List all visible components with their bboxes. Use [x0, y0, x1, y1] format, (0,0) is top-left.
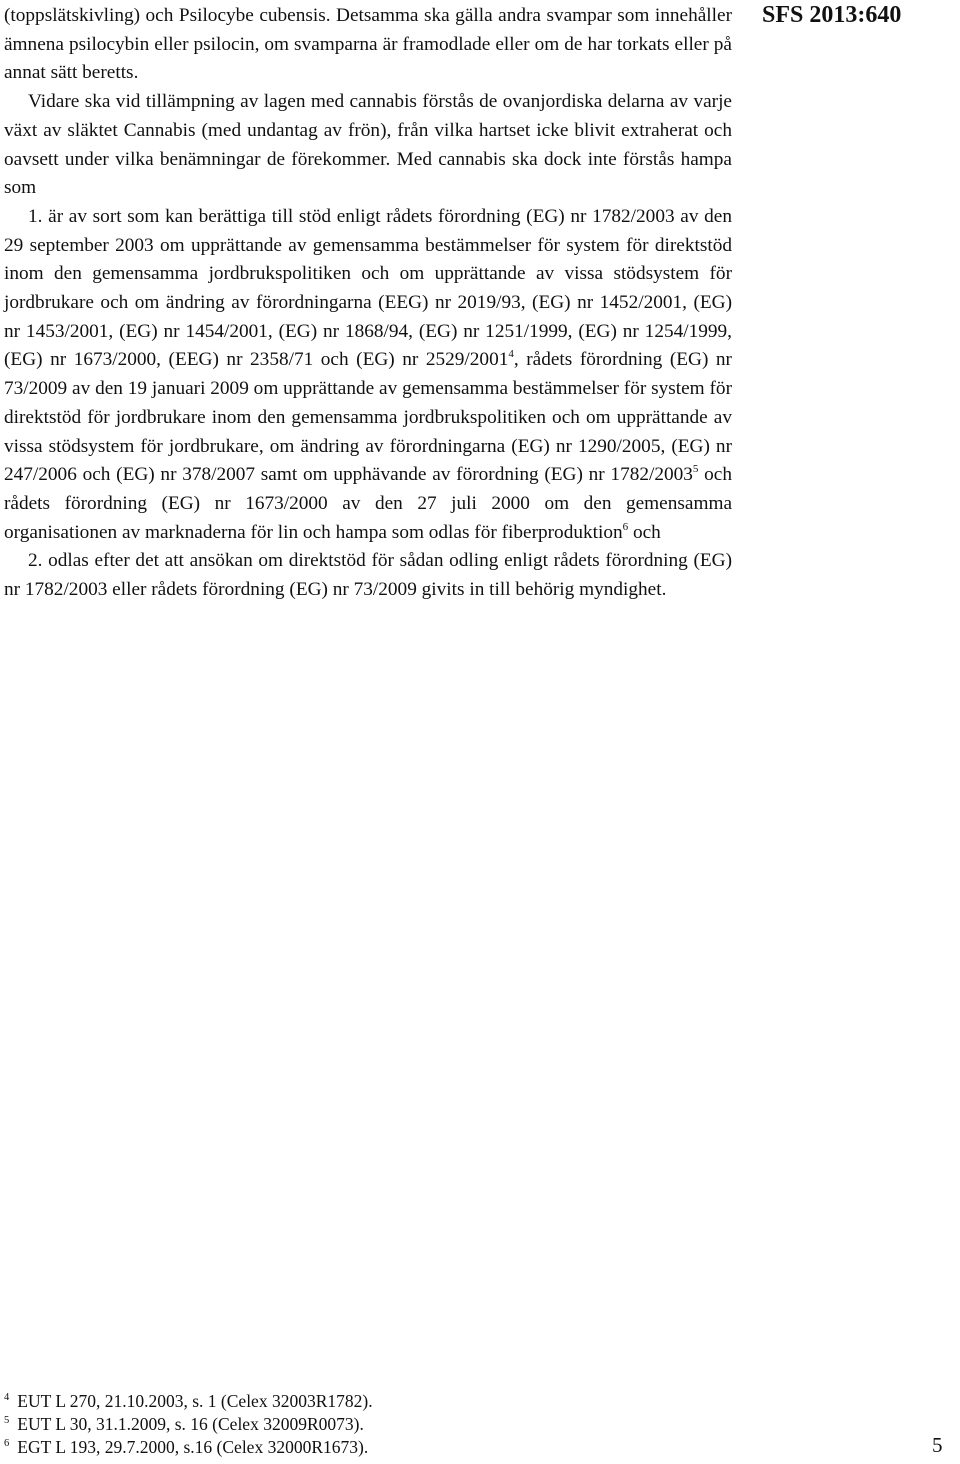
- footnote-text: EGT L 193, 29.7.2000, s.16 (Celex 32000R1673).: [17, 1437, 369, 1457]
- footnote-text: EUT L 30, 31.1.2009, s. 16 (Celex 32009R0073).: [17, 1414, 364, 1434]
- list-item-1-text-a: 1. är av sort som kan berättiga till stöd enligt rådets förordning (EG) nr 1782/2003 av den 29 september 2003 om upprättande av gemensamma bestämmelser för system för direktstöd inom den gemensamma jordbrukspolitiken och om upprättande av vissa stödsystem för jordbrukare och om ändring av förordningarna (EEG) nr 2019/93, (EG) nr 1452/2001, (EG) nr 1453/2001, (EG) nr 1454/2001, (EG) nr 1868/94, (EG) nr 1251/1999, (EG) nr 1254/1999, (EG) nr 1673/2000, (EEG) nr 2358/71 och (EG) nr 2529/2001: [4, 205, 732, 371]
- list-item-1: [4, 203, 732, 547]
- page-number: 5: [932, 1433, 943, 1457]
- sfs-number: SFS 2013:640: [762, 2, 902, 28]
- list-item-1-text-c: och rådets förordning (EG) nr 1673/2000 av den 27 juli 2000 om den gemensamma organisationen av marknaderna för lin och hampa som odlas för fiberproduktion: [4, 464, 732, 543]
- footnote-number: 5: [4, 1415, 10, 1426]
- footnote-5: [4, 1413, 704, 1436]
- footnote-ref-5: 5: [692, 463, 699, 476]
- footnote-ref-6: 6: [622, 520, 629, 533]
- footnote-number: 4: [4, 1392, 10, 1403]
- list-item-2: 2. odlas efter det att ansökan om direktstöd för sådan odling enligt rådets förordning (EG) nr 1782/2003 eller rådets förordning (EG) nr 73/2009 givits in till behörig myndighet.: [4, 550, 732, 601]
- list-item-1-text-b: , rådets förordning (EG) nr 73/2009 av den 19 januari 2009 om upprättande av gemensamma bestämmelser för system för direktstöd för jordbrukare inom den gemensamma jordbrukspolitiken och om upprättande av vissa stödsystem för jordbrukare, om ändring av förordningarna (EG) nr 1290/2005, (EG) nr 247/2006 och (EG) nr 378/2007 samt om upphävande av förordning (EG) nr 1782/2003: [4, 349, 732, 486]
- footnote-4: [4, 1390, 704, 1413]
- body-text: [4, 2, 732, 605]
- paragraph-cannabis: Vidare ska vid tillämpning av lagen med cannabis förstås de ovanjordiska delarna av varje växt av släktet Cannabis (med undantag av frön), från vilka hartset icke blivit extraherat och oavsett under vilka benämningar de förekommer. Med cannabis ska dock inte förstås hampa som: [4, 91, 732, 199]
- footnote-6: [4, 1436, 704, 1459]
- footnote-number: 6: [4, 1438, 10, 1449]
- paragraph-intro: (toppslätskivling) och Psilocybe cubensis. Detsamma ska gälla andra svampar som innehåller ämnena psilocybin eller psilocin, om svamparna är framodlade eller om de har torkats eller på annat sätt beretts.: [4, 5, 732, 84]
- footnote-text: EUT L 270, 21.10.2003, s. 1 (Celex 32003R1782).: [17, 1391, 373, 1411]
- footnotes: [4, 1390, 704, 1459]
- list-item-1-text-d: och: [628, 521, 661, 543]
- footnote-ref-4: 4: [508, 348, 514, 361]
